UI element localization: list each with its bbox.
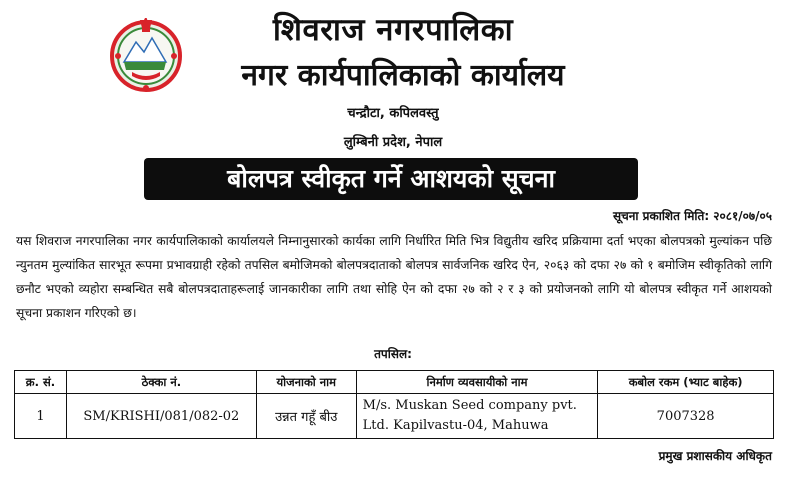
- schedule-label: तपसिल:: [374, 347, 412, 361]
- cell-project: उन्नत गहूँ बीउ: [256, 394, 356, 439]
- header-firm: निर्माण व्यवसायीको नाम: [356, 371, 598, 394]
- firm-line-2: Ltd. Kapilvastu-04, Mahuwa: [362, 418, 549, 433]
- header-amount: कबोल रकम (भ्याट बाहेक): [598, 371, 774, 394]
- header-sn: क्र. सं.: [15, 371, 67, 394]
- award-table: [14, 370, 774, 439]
- published-date: सूचना प्रकाशित मिति: २०८१/०७/०५: [612, 209, 772, 223]
- table-row: [15, 394, 774, 439]
- address-line-1: चन्द्रौटा, कपिलवस्तु: [347, 106, 439, 121]
- firm-line-1: M/s. Muskan Seed company pvt.: [362, 398, 577, 413]
- nepal-emblem-icon: [106, 18, 186, 92]
- notice-heading-banner: बोलपत्र स्वीकृत गर्ने आशयको सूचना: [144, 158, 638, 200]
- office-subtitle: नगर कार्यपालिकाको कार्यालय: [241, 58, 565, 93]
- header-contract-no: ठेक्का नं.: [66, 371, 256, 394]
- signatory: प्रमुख प्रशासकीय अधिकृत: [658, 449, 772, 463]
- header-project: योजनाको नाम: [256, 371, 356, 394]
- cell-contract-no: SM/KRISHI/081/082-02: [66, 394, 256, 439]
- cell-amount: 7007328: [598, 394, 774, 439]
- notice-body: यस शिवराज नगरपालिका नगर कार्यपालिकाको कार्यालयले निम्नानुसारको कार्यका लागि निर्धारित मिति भित्र विद्युतीय खरिद प्रक्रियामा दर्ता भएका बोलपत्रको मुल्यांकन पछि न्युनतम मुल्यांकित सारभूत रूपमा प्रभावग्राही रहेको तपसिल बमोजिमको बोलपत्रदाताको बोलपत्र सार्वजनिक खरिद ऐन, २०६३ को दफा २७ को १ बमोजिम स्वीकृतिको लागि छनौट भएको व्यहोरा सम्बन्धित सबै बोलपत्रदाताहरूलाई जानकारीका लागि तथा सोहि ऐन को दफा २७ को २ र ३ को प्रयोजनको लागि यो बोलपत्र स्वीकृत गर्ने आशयको सूचना प्रकाशन गरिएको छ।: [16, 234, 772, 320]
- cell-sn: 1: [15, 394, 67, 439]
- table-header-row: [15, 371, 774, 394]
- municipality-title: शिवराज नगरपालिका: [272, 12, 514, 48]
- cell-firm: [356, 394, 598, 439]
- address-line-2: लुम्बिनी प्रदेश, नेपाल: [343, 135, 443, 150]
